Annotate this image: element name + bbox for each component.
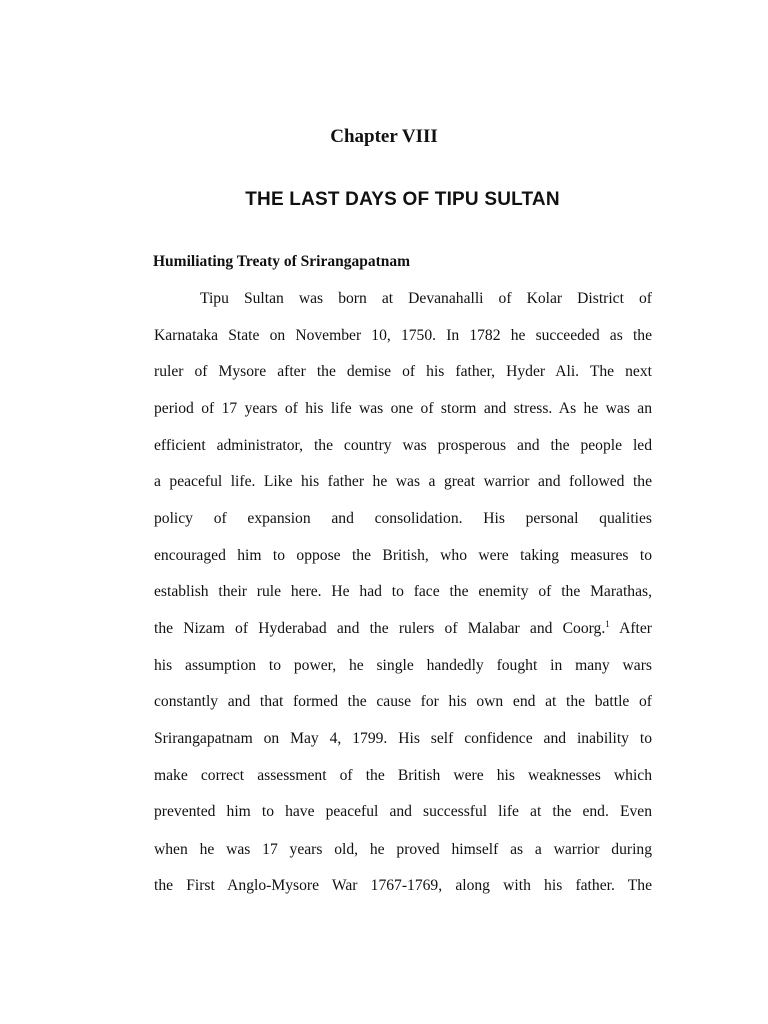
body-line: ruler of Mysore after the demise of his father, Hyder Ali. The next [154,363,652,380]
body-line: Srirangapatnam on May 4, 1799. His self confidence and inability to [154,730,652,747]
section-heading: Humiliating Treaty of Srirangapatnam [153,253,411,270]
body-line: constantly and that formed the cause for his own end at the battle of [154,693,652,710]
body-line-text: the Nizam of Hyderabad and the rulers of Malabar and Coorg. [154,620,606,637]
footnote-reference: 1 [605,618,610,629]
body-line-text: After [619,620,652,637]
body-line: policy of expansion and consolidation. His personal qualities [154,510,652,527]
chapter-label: Chapter VIII [330,126,438,147]
body-line: prevented him to have peaceful and successful life at the end. Even [154,803,652,820]
chapter-title: THE LAST DAYS OF TIPU SULTAN [245,189,560,210]
body-line: efficient administrator, the country was prosperous and the people led [154,437,652,454]
body-line: Karnataka State on November 10, 1750. In 1782 he succeeded as the [154,327,652,344]
body-line: his assumption to power, he single handedly fought in many wars [154,657,652,674]
body-line: encouraged him to oppose the British, who were taking measures to [154,547,652,564]
body-line: establish their rule here. He had to face the enemity of the Marathas, [154,583,652,600]
body-line: when he was 17 years old, he proved himself as a warrior during [154,841,652,858]
body-line: Tipu Sultan was born at Devanahalli of Kolar District of [200,290,652,307]
body-line: a peaceful life. Like his father he was a great warrior and followed the [154,473,652,490]
body-line: the First Anglo-Mysore War 1767-1769, along with his father. The [154,877,652,894]
body-line: make correct assessment of the British were his weaknesses which [154,767,652,784]
body-line: period of 17 years of his life was one of storm and stress. As he was an [154,400,652,417]
body-line-with-footnote [154,619,652,639]
